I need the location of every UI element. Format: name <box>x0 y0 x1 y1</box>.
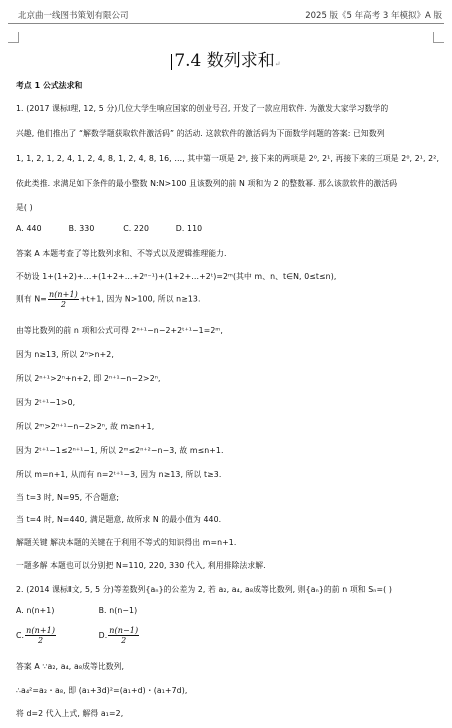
alternative-solution: 一题多解 本题也可以分别把 N=110, 220, 330 代入, 利用排除法求解. <box>16 561 266 570</box>
option-a: A. 440 <box>16 224 42 233</box>
answer-2-step: 将 d=2 代入上式, 解得 a₁=2, <box>16 709 124 718</box>
question-1-line-2: 兴趣, 他们推出了 “解数学题获取软件激活码” 的活动. 这款软件的激活码为下面数学问题的答案: 已知数列 <box>16 129 385 138</box>
question-1-options <box>16 224 226 233</box>
section-heading: 考点 1 公式法求和 <box>16 81 83 90</box>
answer-1-step: 当 t=4 时, N=440, 满足题意, 故所求 N 的最小值为 440. <box>16 515 222 524</box>
fraction: $\frac{n(n+1)}{2}$ <box>48 290 78 309</box>
option-a: A. n(n+1) <box>16 606 55 615</box>
header-rule <box>8 23 444 24</box>
publisher-name: 北京曲一线图书策划有限公司 <box>18 11 129 21</box>
answer-1-heading: 答案 A 本题考查了等比数列求和、不等式以及逻辑推理能力. <box>16 249 227 258</box>
question-1-line-3: 1, 1, 2, 1, 2, 4, 1, 2, 4, 8, 1, 2, 4, 8, 16, …, 其中第一项是 2⁰, 接下来的两项是 2⁰, 2¹, 再接下来的三项是 2⁰, 2¹, 2², <box>16 154 440 163</box>
option-d: D. 110 <box>175 224 203 233</box>
option-b: B. n(n−1) <box>98 606 138 615</box>
text-cursor <box>171 54 172 70</box>
answer-1-step: 由等比数列的前 n 项和公式可得 2ⁿ⁺¹−n−2+2ᵗ⁺¹−1=2ᵐ, <box>16 326 223 335</box>
question-2-options-row-2 <box>16 626 140 645</box>
question-1-line-4: 依此类推. 求满足如下条件的最小整数 N:N>100 且该数列的前 N 项和为 2 的整数幂. 那么该款软件的激活码 <box>16 179 398 188</box>
answer-1-step: 因为 2ᵗ⁺¹−1>0, <box>16 398 76 407</box>
key-insight: 解题关键 解决本题的关键在于利用不等式的知识得出 m=n+1. <box>16 538 237 547</box>
answer-1-step: 所以 m=n+1, 从而有 n=2ᵗ⁺¹−3, 因为 n≥13, 所以 t≥3. <box>16 470 222 479</box>
option-c: C. $\frac{n(n+1)}{2}$ <box>16 626 56 645</box>
question-2-line-1: 2. (2014 课标Ⅱ文, 5, 5 分)等差数列{aₙ}的公差为 2, 若 a₂, a₄, a₈成等比数列, 则{aₙ}的前 n 项和 Sₙ=( ) <box>16 585 392 594</box>
question-2-options-row-1 <box>16 606 137 615</box>
page-header <box>8 6 444 24</box>
fraction: $\frac{n(n-1)}{2}$ <box>109 626 139 645</box>
answer-1-step: 所以 2ⁿ⁺¹>2ⁿ+n+2, 即 2ⁿ⁺¹−n−2>2ⁿ, <box>16 374 161 383</box>
margin-corner-mark <box>8 32 19 43</box>
page-title: 7.4 数列求和↵ <box>0 46 452 71</box>
option-c: C. 220 <box>123 224 150 233</box>
answer-2-heading: 答案 A ∵a₂, a₄, a₈成等比数列, <box>16 662 125 671</box>
answer-1-step: 则有 N= $\frac{n(n+1)}{2}$ +t+1, 因为 N>100, 所以 n≥13. <box>16 290 201 309</box>
answer-1-step: 因为 n≥13, 所以 2ⁿ>n+2, <box>16 350 114 359</box>
option-b: B. 330 <box>68 224 95 233</box>
question-1-line-5: 是( ) <box>16 203 33 212</box>
answer-1-step: 不妨设 1+(1+2)+…+(1+2+…+2ⁿ⁻¹)+(1+2+…+2ᵗ)=2ᵐ(其中 m、n、t∈N, 0≤t≤n), <box>16 272 337 281</box>
answer-1-step: 因为 2ᵗ⁺¹−1≤2ⁿ⁺¹−1, 所以 2ᵐ≤2ⁿ⁺²−n−3, 故 m≤n+1. <box>16 446 224 455</box>
question-1-line-1: 1. (2017 课标Ⅰ理, 12, 5 分)几位大学生响应国家的创业号召, 开发了一款应用软件. 为激发大家学习数学的 <box>16 104 389 113</box>
edition-label: 2025 版《5 年高考 3 年模拟》A 版 <box>305 11 442 21</box>
answer-1-step: 当 t=3 时, N=95, 不合题意; <box>16 493 120 502</box>
answer-2-step: ∴a₄²=a₂・a₈, 即 (a₁+3d)²=(a₁+d)・(a₁+7d), <box>16 686 188 695</box>
fraction: $\frac{n(n+1)}{2}$ <box>26 626 56 645</box>
option-d: D. $\frac{n(n-1)}{2}$ <box>98 626 139 645</box>
answer-1-step: 所以 2ᵐ>2ⁿ⁺¹−n−2>2ⁿ, 故 m≥n+1, <box>16 422 155 431</box>
margin-corner-mark <box>433 32 444 43</box>
